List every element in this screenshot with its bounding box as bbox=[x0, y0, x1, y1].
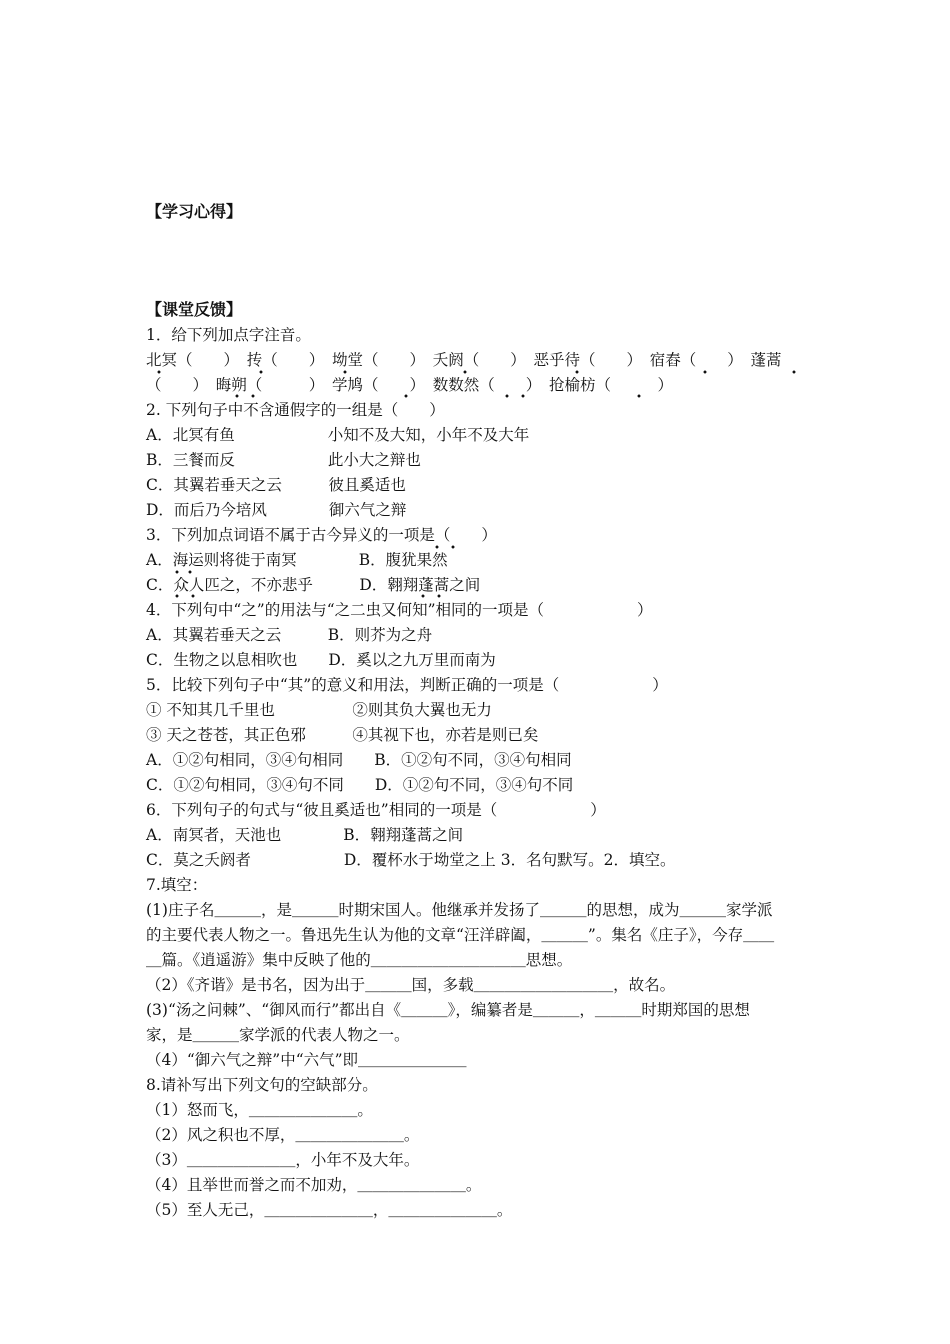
question-7-item-1-line-1: (1)庄子名＿＿＿，是＿＿＿时期宋国人。他继承并发扬了＿＿＿的思想，成为＿＿＿家学派 bbox=[146, 901, 773, 919]
question-3-options-cd: C．众人匹之，不亦悲乎 D．翱翔蓬蒿之间 bbox=[146, 576, 481, 594]
question-8-item-5: （5）至人无己，＿＿＿＿＿＿＿，＿＿＿＿＿＿＿。 bbox=[146, 1201, 513, 1219]
heading-class-feedback: 【课堂反馈】 bbox=[146, 300, 243, 319]
emphasis-dot bbox=[234, 394, 240, 398]
question-7-item-4: （4）“御六气之辩”中“六气”即＿＿＿＿＿＿＿ bbox=[146, 1051, 467, 1069]
question-6-options-cd: C．莫之夭阏者 D．覆杯水于坳堂之上 3．名句默写。2．填空。 bbox=[146, 851, 676, 869]
question-3-options-ab: A．海运则将徙于南冥 B．腹犹果然 bbox=[146, 551, 448, 569]
question-7-item-1-line-2: 的主要代表人物之一。鲁迅先生认为他的文章“汪洋辟阖，＿＿＿”。集名《庄子》，今存＿＿ bbox=[146, 926, 775, 944]
question-1-row-2: （ ） 晦朔（ ） 学鸠（ ） 数数然（ ） 抢榆枋（ ） bbox=[146, 376, 674, 394]
emphasis-dot bbox=[436, 594, 442, 598]
question-6-options-ab: A．南冥者，天池也 B．翱翔蓬蒿之间 bbox=[146, 826, 464, 844]
emphasis-dot bbox=[434, 545, 440, 549]
emphasis-dot bbox=[574, 370, 580, 374]
question-4-options-ab: A．其翼若垂天之云 B．则芥为之舟 bbox=[146, 626, 433, 644]
question-2-option-d: D．而后乃今培风 御六气之辩 bbox=[146, 501, 407, 519]
question-4: 4．下列句中“之”的用法与“之二虫又何知”相同的一项是（ ） bbox=[146, 601, 653, 619]
question-5-sentences-34: ③ 天之苍苍，其正色邪 ④其视下也，亦若是则已矣 bbox=[146, 726, 539, 744]
question-8-item-1: （1）怒而飞，＿＿＿＿＿＿＿。 bbox=[146, 1101, 373, 1119]
question-5: 5．比较下列句子中“其”的意义和用法，判断正确的一项是（ ） bbox=[146, 676, 668, 694]
question-2-option-a: A．北冥有鱼 小知不及大知，小年不及大年 bbox=[146, 426, 530, 444]
question-1-row-1: 北冥（ ） 抟（ ） 坳堂（ ） 夭阏（ ） 恶乎待（ ） 宿舂（ ） 蓬蒿 bbox=[146, 351, 782, 369]
emphasis-dot bbox=[190, 594, 196, 598]
question-1: 1．给下列加点字注音。 bbox=[146, 326, 311, 344]
emphasis-dot bbox=[462, 370, 468, 374]
emphasis-dot bbox=[420, 594, 426, 598]
question-8-item-4: （4）且举世而誉之而不加劝，＿＿＿＿＿＿＿。 bbox=[146, 1176, 482, 1194]
question-8-item-3: （3）＿＿＿＿＿＿＿，小年不及大年。 bbox=[146, 1151, 420, 1169]
question-4-options-cd: C．生物之以息相吹也 D．奚以之九万里而南为 bbox=[146, 651, 496, 669]
emphasis-dot bbox=[403, 394, 409, 398]
question-5-sentences-12: ① 不知其几千里也 ②则其负大翼也无力 bbox=[146, 701, 492, 719]
emphasis-dot bbox=[520, 394, 526, 398]
emphasis-dot bbox=[342, 370, 348, 374]
question-7-item-3-line-1: (3)“汤之问棘”、“御风而行”都出自《＿＿＿》，编纂者是＿＿＿，＿＿＿时期郑国的思想 bbox=[146, 1001, 750, 1019]
question-2-option-c: C．其翼若垂天之云 彼且奚适也 bbox=[146, 476, 406, 494]
question-8-item-2: （2）风之积也不厚，＿＿＿＿＿＿＿。 bbox=[146, 1126, 420, 1144]
question-5-options-ab: A．①②句相同，③④句相同 B．①②句不同，③④句相同 bbox=[146, 751, 572, 769]
emphasis-dot bbox=[504, 394, 510, 398]
emphasis-dot bbox=[156, 370, 162, 374]
emphasis-dot bbox=[187, 570, 193, 574]
heading-learning-notes: 【学习心得】 bbox=[146, 202, 243, 221]
emphasis-dot bbox=[791, 370, 797, 374]
question-8: 8.请补写出下列文句的空缺部分。 bbox=[146, 1076, 378, 1094]
question-5-options-cd: C．①②句相同，③④句不同 D．①②句不同，③④句不同 bbox=[146, 776, 574, 794]
emphasis-dot bbox=[174, 594, 180, 598]
question-2-option-b: B．三餐而反 此小大之辩也 bbox=[146, 451, 421, 469]
emphasis-dot bbox=[250, 394, 256, 398]
question-2: 2. 下列句子中不含通假字的一组是（ ） bbox=[146, 401, 445, 419]
question-3: 3．下列加点词语不属于古今异义的一项是（ ） bbox=[146, 526, 497, 544]
emphasis-dot bbox=[702, 370, 708, 374]
question-7-item-2: （2）《齐谐》是书名，因为出于＿＿＿国，多载＿＿＿＿＿＿＿＿＿，故名。 bbox=[146, 976, 676, 994]
question-7: 7.填空： bbox=[146, 876, 208, 894]
emphasis-dot bbox=[174, 570, 180, 574]
emphasis-dot bbox=[258, 370, 264, 374]
question-6: 6．下列句子的句式与“彼且奚适也”相同的一项是（ ） bbox=[146, 801, 606, 819]
emphasis-dot bbox=[636, 394, 642, 398]
question-7-item-1-line-3: ＿篇。《逍遥游》集中反映了他的＿＿＿＿＿＿＿＿＿＿思想。 bbox=[146, 951, 573, 969]
question-7-item-3-line-2: 家，是＿＿＿家学派的代表人物之一。 bbox=[146, 1026, 410, 1044]
emphasis-dot bbox=[450, 545, 456, 549]
